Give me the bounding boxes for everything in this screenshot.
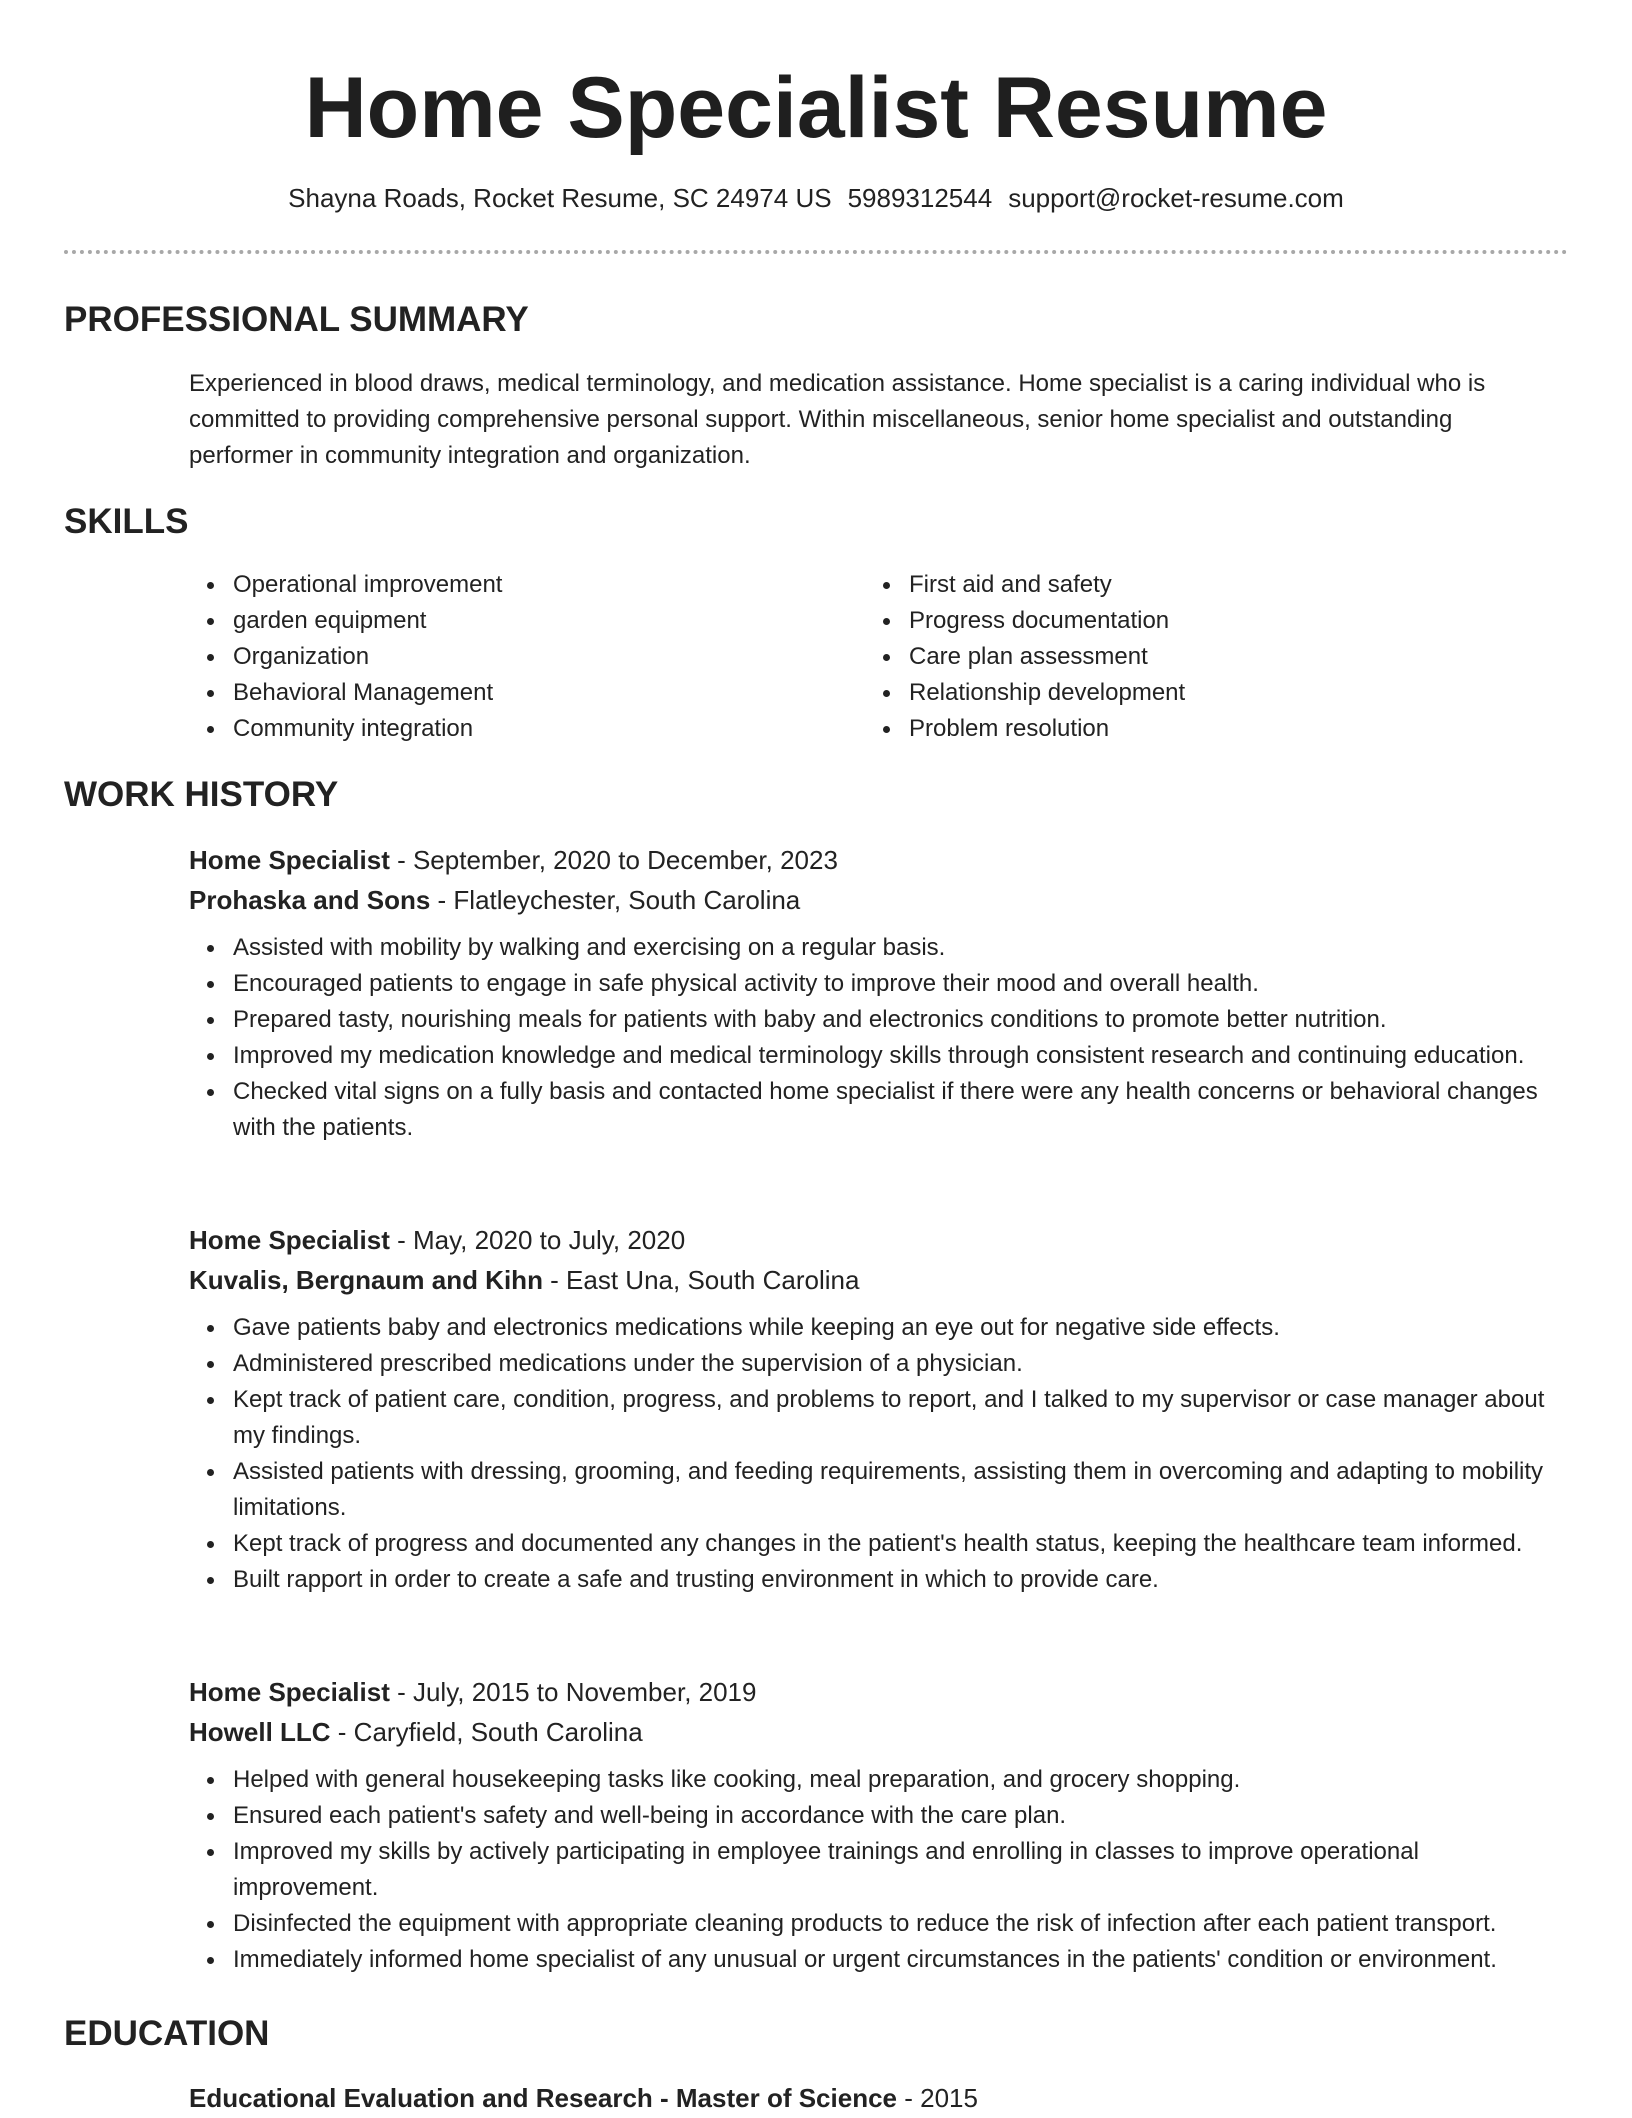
job-bullet: Gave patients baby and electronics medications while keeping an eye out for negative side effects. [189,1310,1569,1346]
skills-list-right [865,567,1485,747]
skills-heading: SKILLS [64,502,189,541]
education-degree: Educational Evaluation and Research - Master of Science [189,2083,897,2113]
skill-item: garden equipment [189,603,809,639]
skill-item: Behavioral Management [189,675,809,711]
job-bullet: Disinfected the equipment with appropriate cleaning products to reduce the risk of infection after each patient transport. [189,1906,1569,1942]
contact-address: Shayna Roads, Rocket Resume, SC 24974 US [288,183,832,213]
header-divider [64,250,1568,254]
skill-item: First aid and safety [865,567,1485,603]
contact-line [0,180,1632,216]
contact-email: support@rocket-resume.com [1008,183,1344,213]
summary-heading: PROFESSIONAL SUMMARY [64,300,529,339]
skill-item: Operational improvement [189,567,809,603]
job-bullet: Improved my skills by actively participating in employee trainings and enrolling in classes to improve operational improvement. [189,1834,1569,1906]
job-entry [189,1672,1569,1978]
skill-item: Progress documentation [865,603,1485,639]
job-title: Home Specialist [189,1677,390,1707]
job-company-line [189,880,1569,920]
job-bullets [189,1762,1569,1978]
skill-item: Problem resolution [865,711,1485,747]
job-bullet: Improved my medication knowledge and medical terminology skills through consistent research and continuing education. [189,1038,1569,1074]
job-title: Home Specialist [189,845,390,875]
job-bullet: Immediately informed home specialist of any unusual or urgent circumstances in the patients' condition or environment. [189,1942,1569,1978]
job-title-line [189,1672,1569,1712]
job-bullet: Built rapport in order to create a safe and trusting environment in which to provide care. [189,1562,1569,1598]
work-history-heading: WORK HISTORY [64,775,339,814]
job-company: Prohaska and Sons [189,885,431,915]
job-dates: - September, 2020 to December, 2023 [389,845,838,875]
job-company-line [189,1712,1569,1752]
job-bullets [189,1310,1569,1598]
job-bullet: Encouraged patients to engage in safe physical activity to improve their mood and overall health. [189,966,1569,1002]
education-year: - 2015 [897,2083,978,2113]
job-title: Home Specialist [189,1225,390,1255]
skill-item: Care plan assessment [865,639,1485,675]
job-bullet: Kept track of patient care, condition, progress, and problems to report, and I talked to my supervisor or case manager about my findings. [189,1382,1569,1454]
job-bullet: Prepared tasty, nourishing meals for patients with baby and electronics conditions to promote better nutrition. [189,1002,1569,1038]
job-bullet: Administered prescribed medications under the supervision of a physician. [189,1346,1569,1382]
summary-text: Experienced in blood draws, medical terminology, and medication assistance. Home specialist is a caring individual who is committed to providing comprehensive personal support. Within miscellaneous, senior home specialist and outstanding performer in community integration and organization. [189,370,1486,469]
job-entry [189,1220,1569,1598]
job-dates: - July, 2015 to November, 2019 [389,1677,757,1707]
job-title-line [189,840,1569,880]
job-bullet: Checked vital signs on a fully basis and contacted home specialist if there were any health concerns or behavioral changes with the patients. [189,1074,1569,1146]
job-location: - Flatleychester, South Carolina [430,885,801,915]
job-bullet: Assisted patients with dressing, grooming, and feeding requirements, assisting them in overcoming and adapting to mobility limitations. [189,1454,1569,1526]
job-title-line [189,1220,1569,1260]
job-bullet: Ensured each patient's safety and well-being in accordance with the care plan. [189,1798,1569,1834]
job-location: - East Una, South Carolina [542,1265,860,1295]
skill-item: Organization [189,639,809,675]
contact-phone: 5989312544 [847,183,993,213]
skills-list-left [189,567,809,747]
resume-title: Home Specialist Resume [304,60,1328,156]
job-location: - Caryfield, South Carolina [330,1717,643,1747]
job-bullet: Assisted with mobility by walking and exercising on a regular basis. [189,930,1569,966]
skill-item: Relationship development [865,675,1485,711]
job-company: Howell LLC [189,1717,331,1747]
job-dates: - May, 2020 to July, 2020 [389,1225,686,1255]
education-line [189,2078,978,2118]
job-company-line [189,1260,1569,1300]
job-bullets [189,930,1569,1146]
job-company: Kuvalis, Bergnaum and Kihn [189,1265,543,1295]
education-heading: EDUCATION [64,2014,270,2053]
skill-item: Community integration [189,711,809,747]
job-entry [189,840,1569,1146]
job-bullet: Kept track of progress and documented any changes in the patient's health status, keeping the healthcare team informed. [189,1526,1569,1562]
job-bullet: Helped with general housekeeping tasks like cooking, meal preparation, and grocery shopping. [189,1762,1569,1798]
